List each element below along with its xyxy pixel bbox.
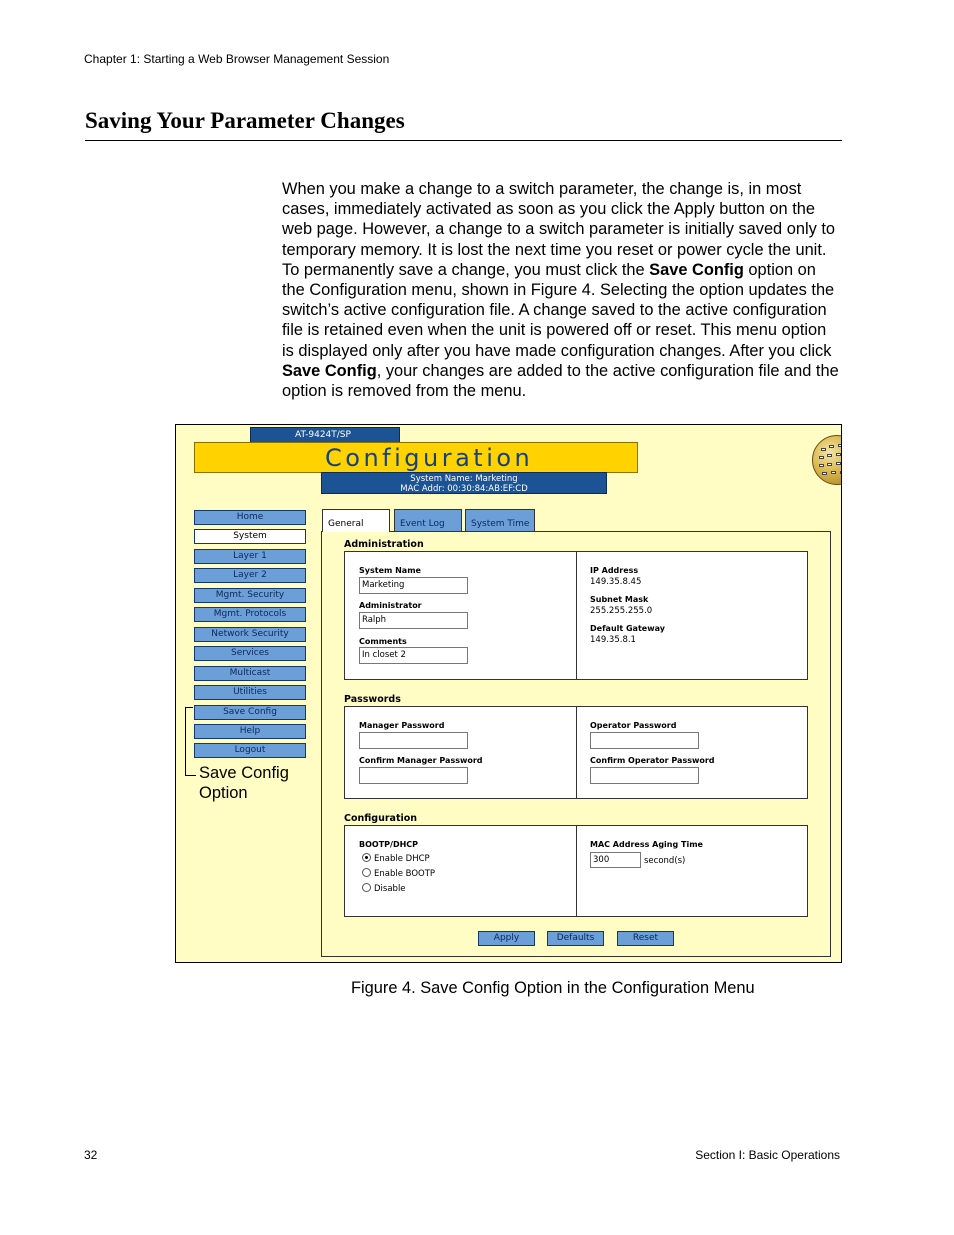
- menu-help[interactable]: Help: [194, 724, 306, 739]
- administrator-label: Administrator: [359, 601, 422, 610]
- default-gateway-value: 149.35.8.1: [590, 635, 636, 645]
- passwords-heading: Passwords: [344, 694, 401, 705]
- configuration-heading: Configuration: [344, 813, 418, 824]
- confirm-manager-password-input[interactable]: [359, 767, 468, 784]
- manager-password-label: Manager Password: [359, 721, 445, 730]
- operator-password-label: Operator Password: [590, 721, 677, 730]
- configuration-divider: [576, 826, 577, 916]
- model-tab: AT-9424T/SP: [250, 427, 400, 443]
- system-name-line: System Name: Marketing: [410, 474, 518, 484]
- passwords-divider: [576, 707, 577, 798]
- mac-aging-time-input[interactable]: 300: [590, 852, 641, 868]
- system-info-bar: [321, 472, 607, 494]
- menu-layer-1[interactable]: Layer 1: [194, 549, 306, 564]
- menu-multicast[interactable]: Multicast: [194, 666, 306, 681]
- radio-empty-icon: [362, 868, 371, 877]
- administration-box: [344, 551, 808, 680]
- section-title: Saving Your Parameter Changes: [85, 108, 405, 133]
- radio-enable-dhcp[interactable]: Enable DHCP: [362, 853, 430, 864]
- mac-aging-time-unit: second(s): [644, 856, 686, 866]
- configuration-box: [344, 825, 808, 917]
- page-title: Configuration: [325, 444, 534, 472]
- menu-mgmt-security[interactable]: Mgmt. Security: [194, 588, 306, 603]
- title-rule: [85, 140, 842, 141]
- running-head: Chapter 1: Starting a Web Browser Management Session: [84, 52, 390, 66]
- confirm-operator-password-label: Confirm Operator Password: [590, 756, 715, 765]
- menu-network-security[interactable]: Network Security: [194, 627, 306, 642]
- mac-aging-time-label: MAC Address Aging Time: [590, 840, 703, 849]
- tab-general[interactable]: General: [322, 509, 390, 532]
- menu-layer-2[interactable]: Layer 2: [194, 568, 306, 583]
- tab-event-log[interactable]: Event Log: [394, 509, 462, 531]
- ip-address-value: 149.35.8.45: [590, 577, 642, 587]
- default-gateway-label: Default Gateway: [590, 624, 665, 633]
- confirm-operator-password-input[interactable]: [590, 767, 699, 784]
- manager-password-input[interactable]: [359, 732, 468, 749]
- confirm-manager-password-label: Confirm Manager Password: [359, 756, 483, 765]
- callout-label: Save Config Option: [199, 764, 289, 802]
- passwords-box: [344, 706, 808, 799]
- radio-disable[interactable]: Disable: [362, 883, 406, 894]
- defaults-button[interactable]: Defaults: [547, 931, 604, 946]
- callout-top-line: [185, 707, 193, 708]
- ip-address-label: IP Address: [590, 566, 639, 575]
- bootp-dhcp-label: BOOTP/DHCP: [359, 840, 419, 849]
- body-paragraph: When you make a change to a switch parameter, the change is, in most cases, immediately activated as soon as you click the Apply button on the web page. However, a change to a switch parameter is initially saved only to temporary memory. It is lost the next time you reset or power cycle the unit. To permanently save a change, you must click the Save Config option on the Configuration menu, shown in Figure 4. Selecting the option updates the switch’s active configuration file. A change saved to the active configuration file is retained even when the unit is powered off or reset. This menu option is displayed only after you have made configuration changes. After you click Save Config, your changes are added to the active configuration file and the option is removed from the menu.: [282, 180, 839, 401]
- administration-divider: [576, 552, 577, 679]
- page-title-bar: [194, 442, 638, 473]
- menu-save-config[interactable]: Save Config: [194, 705, 306, 720]
- tab-system-time[interactable]: System Time: [465, 509, 535, 531]
- radio-enable-bootp[interactable]: Enable BOOTP: [362, 868, 435, 879]
- figure-screenshot: [175, 424, 842, 963]
- menu-utilities[interactable]: Utilities: [194, 685, 306, 700]
- system-name-input[interactable]: Marketing: [359, 577, 468, 594]
- menu-services[interactable]: Services: [194, 646, 306, 661]
- menu-home[interactable]: Home: [194, 510, 306, 525]
- globe-logo-icon: [812, 435, 842, 485]
- system-name-label: System Name: [359, 566, 421, 575]
- figure-caption: Figure 4. Save Config Option in the Configuration Menu: [351, 979, 755, 997]
- administration-heading: Administration: [344, 539, 424, 550]
- comments-label: Comments: [359, 637, 407, 646]
- subnet-mask-label: Subnet Mask: [590, 595, 649, 604]
- page-number: 32: [84, 1148, 98, 1162]
- footer-section: Section I: Basic Operations: [695, 1148, 840, 1162]
- radio-selected-icon: [362, 853, 371, 862]
- callout-bottom-line: [185, 775, 196, 776]
- callout-vertical-line: [185, 707, 186, 776]
- subnet-mask-value: 255.255.255.0: [590, 606, 653, 616]
- menu-logout[interactable]: Logout: [194, 743, 306, 758]
- comments-input[interactable]: In closet 2: [359, 647, 468, 664]
- mac-address-line: MAC Addr: 00:30:84:AB:EF:CD: [400, 484, 528, 494]
- operator-password-input[interactable]: [590, 732, 699, 749]
- menu-system[interactable]: System: [194, 529, 306, 544]
- reset-button[interactable]: Reset: [617, 931, 674, 946]
- radio-empty-icon: [362, 883, 371, 892]
- apply-button[interactable]: Apply: [478, 931, 535, 946]
- administrator-input[interactable]: Ralph: [359, 612, 468, 629]
- menu-mgmt-protocols[interactable]: Mgmt. Protocols: [194, 607, 306, 622]
